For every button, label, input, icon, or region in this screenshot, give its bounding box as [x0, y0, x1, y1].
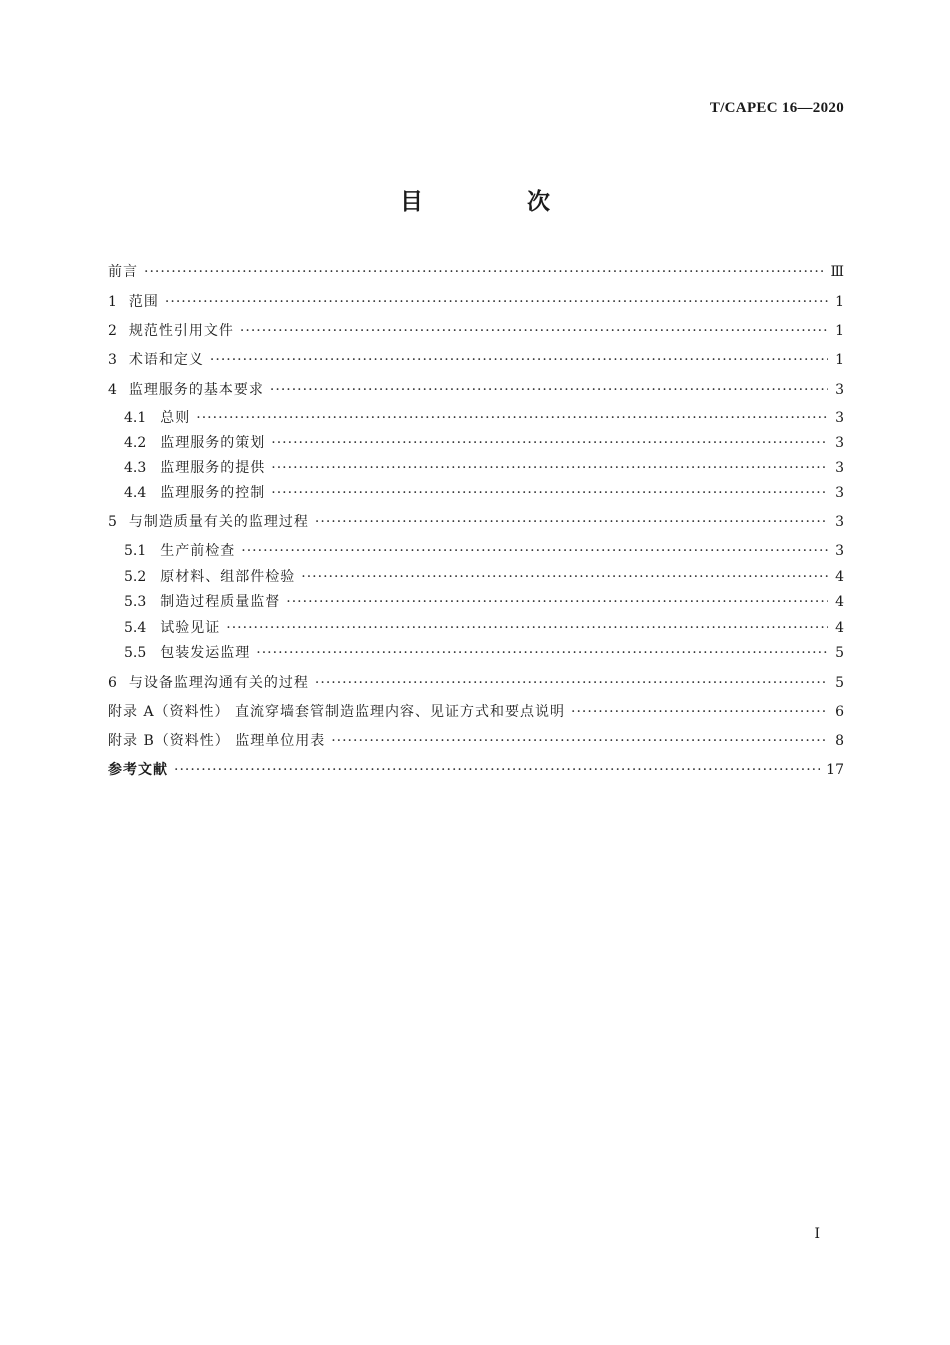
toc-entry-label: 范围: [128, 294, 159, 310]
toc-entry-number: 5.3: [124, 594, 147, 610]
toc-entry-page: 1: [835, 294, 844, 310]
toc-entry-number: 4.1: [124, 410, 147, 426]
toc-entry-page: 17: [826, 762, 844, 778]
dot-leader: [165, 292, 828, 312]
toc-entry-number: 4.4: [124, 485, 147, 501]
toc-entry-page: 5: [835, 675, 844, 691]
toc-entry[interactable]: [108, 760, 844, 780]
toc-entry-label: 试验见证: [160, 620, 221, 636]
toc-entry-label: 生产前检查: [160, 543, 236, 559]
toc-entry-number: 2: [108, 323, 117, 339]
toc-entry-label: 原材料、组部件检验: [160, 569, 296, 585]
toc-entry-page: 4: [835, 620, 844, 636]
page-number: I: [814, 1226, 820, 1242]
toc-entry[interactable]: [108, 292, 844, 312]
toc-entry-number: 5: [108, 514, 117, 530]
toc-entry[interactable]: [124, 643, 844, 663]
toc-entry-page: 1: [835, 352, 844, 368]
toc-entry-page: 1: [835, 323, 844, 339]
toc-entry-number: 6: [108, 675, 117, 691]
toc-entry-label: 术语和定义: [128, 352, 204, 368]
dot-leader: [271, 483, 828, 503]
toc-entry-label: 附录 B（资料性） 监理单位用表: [108, 733, 326, 749]
dot-leader: [571, 702, 828, 722]
toc-entry[interactable]: [124, 433, 844, 453]
toc-entry-number: 4: [108, 382, 117, 398]
toc-entry-number: 4.3: [124, 460, 147, 476]
toc-entry-label: 总则: [160, 410, 191, 426]
dot-leader: [210, 350, 828, 370]
toc-entry[interactable]: [124, 567, 844, 587]
dot-leader: [271, 458, 828, 478]
toc-entry-number: 5.2: [124, 569, 147, 585]
toc-entry-page: 4: [835, 569, 844, 585]
dot-leader: [270, 380, 828, 400]
toc-entry[interactable]: [124, 618, 844, 638]
toc-entry-page: 3: [835, 435, 844, 451]
dot-leader: [271, 433, 828, 453]
dot-leader: [196, 408, 828, 428]
toc-entry[interactable]: [124, 458, 844, 478]
toc-entry-page: 8: [835, 733, 844, 749]
dot-leader: [240, 321, 828, 341]
toc-entry[interactable]: [124, 592, 844, 612]
toc-entry[interactable]: [108, 262, 844, 282]
toc-entry-label: 监理服务的控制: [160, 485, 266, 501]
dot-leader: [315, 512, 828, 532]
toc-entry[interactable]: [108, 702, 844, 722]
toc-entry-page: Ⅲ: [830, 264, 844, 280]
toc-entry-label: 监理服务的基本要求: [128, 382, 264, 398]
page-title: 目 次: [399, 189, 598, 215]
dot-leader: [315, 673, 828, 693]
toc-entry-label: 监理服务的策划: [160, 435, 266, 451]
toc-entry-page: 3: [835, 382, 844, 398]
toc-entry-page: 3: [835, 514, 844, 530]
dot-leader: [226, 618, 828, 638]
dot-leader: [174, 760, 820, 780]
toc-entry-number: 5.5: [124, 645, 147, 661]
toc-entry-label: 与制造质量有关的监理过程: [128, 514, 309, 530]
dot-leader: [256, 643, 828, 663]
toc-entry-page: 4: [835, 594, 844, 610]
toc-entry[interactable]: [108, 350, 844, 370]
dot-leader: [286, 592, 828, 612]
toc-entry-label: 监理服务的提供: [160, 460, 266, 476]
toc-entry-number: 5.4: [124, 620, 147, 636]
toc-entry-number: 1: [108, 294, 117, 310]
toc-entry-number: 4.2: [124, 435, 147, 451]
toc-entry-label: 制造过程质量监督: [160, 594, 281, 610]
toc-entry-page: 3: [835, 460, 844, 476]
toc-entry-page: 6: [835, 704, 844, 720]
dot-leader: [241, 541, 828, 561]
toc-entry[interactable]: [124, 483, 844, 503]
toc-entry[interactable]: [108, 512, 844, 532]
toc-entry-number: 3: [108, 352, 117, 368]
toc-entry-label: 附录 A（资料性） 直流穿墙套管制造监理内容、见证方式和要点说明: [108, 704, 566, 720]
toc-entry[interactable]: [108, 380, 844, 400]
toc-entry[interactable]: [108, 731, 844, 751]
toc-entry-page: 3: [835, 410, 844, 426]
dot-leader: [144, 262, 824, 282]
toc-entry-page: 3: [835, 485, 844, 501]
toc-entry[interactable]: [108, 321, 844, 341]
toc-entry-label: 包装发运监理: [160, 645, 251, 661]
toc-entry-page: 3: [835, 543, 844, 559]
toc-entry-page: 5: [835, 645, 844, 661]
toc-entry-label: 参考文献: [108, 762, 168, 778]
dot-leader: [301, 567, 828, 587]
toc-entry[interactable]: [124, 541, 844, 561]
toc-entry-number: 5.1: [124, 543, 147, 559]
toc-entry[interactable]: [124, 408, 844, 428]
toc-entry[interactable]: [108, 673, 844, 693]
toc-entry-label: 规范性引用文件: [128, 323, 234, 339]
dot-leader: [331, 731, 828, 751]
toc-entry-label: 与设备监理沟通有关的过程: [128, 675, 309, 691]
standard-code: T/CAPEC 16—2020: [709, 100, 844, 116]
toc-entry-label: 前言: [108, 264, 138, 280]
